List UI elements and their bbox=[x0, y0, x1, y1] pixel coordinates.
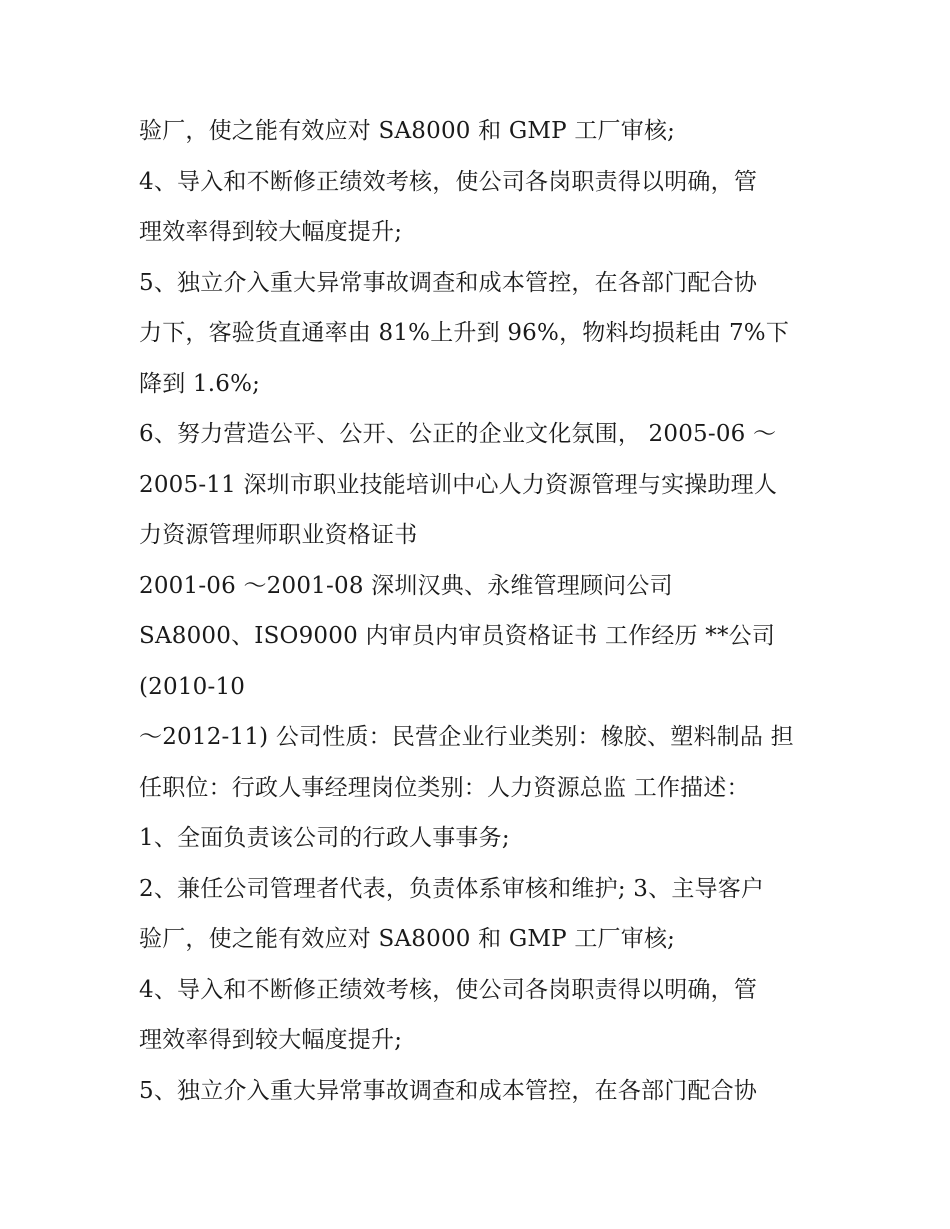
text-line-15: 1、全面负责该公司的行政人事事务; bbox=[139, 825, 510, 851]
text-line-6: 降到 1.6%; bbox=[139, 370, 261, 397]
text-line-19: 理效率得到较大幅度提升; bbox=[139, 1027, 403, 1053]
text-line-5: 力下，客验货直通率由 81%上升到 96%，物料均损耗由 7%下 bbox=[139, 320, 790, 346]
text-line-16: 2、兼任公司管理者代表，负责体系审核和维护; 3、主导客户 bbox=[139, 875, 765, 902]
text-line-4: 5、独立介入重大异常事故调查和成本管控，在各部门配合协 bbox=[139, 269, 758, 296]
text-line-3: 理效率得到较大幅度提升; bbox=[139, 219, 403, 245]
text-line-7: 6、努力营造公平、公开、公正的企业文化氛围， 2005-06 ～ bbox=[139, 421, 777, 447]
text-line-12: (2010-10 bbox=[139, 673, 246, 700]
text-line-17: 验厂，使之能有效应对 SA8000 和 GMP 工厂审核; bbox=[139, 926, 676, 952]
document-body bbox=[139, 106, 819, 1116]
text-line-9: 力资源管理师职业资格证书 bbox=[139, 522, 418, 548]
text-line-20: 5、独立介入重大异常事故调查和成本管控，在各部门配合协 bbox=[139, 1077, 758, 1104]
text-line-1: 验厂，使之能有效应对 SA8000 和 GMP 工厂审核; bbox=[139, 118, 676, 144]
text-line-10: 2001-06 ～2001-08 深圳汉典、永维管理顾问公司 bbox=[139, 572, 673, 599]
text-line-13: ～2012-11) 公司性质：民营企业行业类别：橡胶、塑料制品 担 bbox=[139, 724, 794, 750]
text-line-11: SA8000、ISO9000 内审员内审员资格证书 工作经历 **公司 bbox=[139, 623, 776, 649]
text-line-14: 任职位：行政人事经理岗位类别：人力资源总监 工作描述： bbox=[139, 774, 750, 801]
text-line-8: 2005-11 深圳市职业技能培训中心人力资源管理与实操助理人 bbox=[139, 471, 778, 498]
text-line-18: 4、导入和不断修正绩效考核，使公司各岗职责得以明确，管 bbox=[139, 976, 758, 1003]
text-line-2: 4、导入和不断修正绩效考核，使公司各岗职责得以明确，管 bbox=[139, 168, 758, 195]
